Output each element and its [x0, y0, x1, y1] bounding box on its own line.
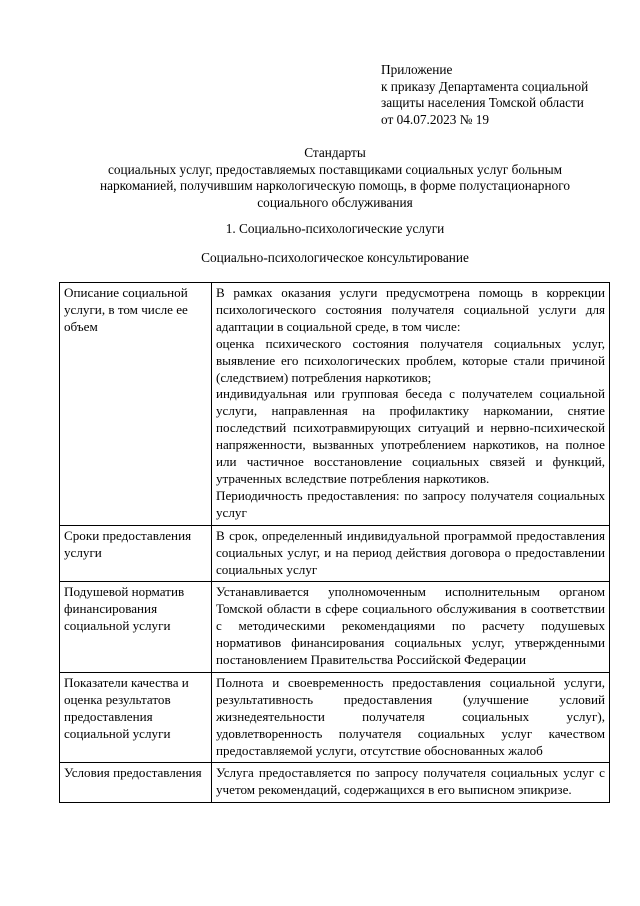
appendix-line: защиты населения Томской области: [381, 95, 584, 111]
appendix-line: к приказу Департамента социальной: [381, 78, 589, 94]
table-row: [60, 525, 610, 582]
row-paragraph: Периодичность предоставления: по запросу получателя социальных услуг: [216, 487, 605, 520]
table-row: [60, 672, 610, 763]
row-paragraph: Полнота и своевременность предоставления социальной услуги, результативность предоставления (улучшение условий жизнедеятельности получателя социальных услуг), удовлетворенность получателя социальных услуг качеством предоставляемой услуги, отсутствие обоснованных жалоб: [216, 674, 605, 758]
row-value: [212, 283, 610, 526]
subsection-title: Социально-психологическое консультирование: [201, 250, 469, 265]
appendix-header: [381, 62, 588, 128]
row-label: [60, 582, 212, 673]
row-label: [60, 525, 212, 582]
row-label: [60, 672, 212, 763]
title-heading: Стандарты: [304, 145, 366, 160]
title-line: социальных услуг, предоставляемых поставщиками социальных услуг больным: [107, 161, 563, 177]
row-paragraph: оценка психического состояния получателя социальных услуг, выявление его психологических проблем, которые стали причиной (следствием) потребления наркотиков;: [216, 335, 605, 385]
section-title: 1. Социально-психологические услуги: [225, 221, 445, 236]
row-value: [212, 582, 610, 673]
appendix-line: от 04.07.2023 № 19: [381, 111, 490, 127]
row-paragraph: В рамках оказания услуги предусмотрена помощь в коррекции психологического состояния получателя социальной услуги для адаптации в социальной среде, в том числе:: [216, 285, 605, 334]
document-title: [40, 145, 630, 211]
row-value: [212, 763, 610, 803]
table-row: [60, 763, 610, 803]
row-label-text: Условия предоставления: [64, 765, 202, 781]
row-label: [60, 763, 212, 803]
row-label-text: Сроки предоставления услуги: [64, 527, 192, 560]
row-value: [212, 672, 610, 763]
standards-table: [59, 282, 610, 803]
row-paragraph: индивидуальная или групповая беседа с получателем социальной услуги, направленная на профилактику наркомании, снятие последствий психотравмирующих ситуаций и нервно-психической напряженности, вызванных употреблением наркотиков, на полное или частичное восстановление социальных связей и функций, утраченных вследствие потребления наркотиков.: [216, 386, 605, 486]
row-label-text: Показатели качества и оценка результатов предоставления социальной услуги: [64, 674, 189, 741]
table-row: [60, 283, 610, 526]
row-label: [60, 283, 212, 526]
row-label-text: Подушевой норматив финансирования социальной услуги: [64, 584, 185, 634]
title-line: социального обслуживания: [257, 194, 413, 210]
table-row: [60, 582, 610, 673]
row-value: [212, 525, 610, 582]
row-label-text: Описание социальной услуги, в том числе ее объем: [64, 285, 188, 334]
row-paragraph: В срок, определенный индивидуальной программой предоставления социальных услуг, и на период действия договора о предоставлении социальных услуг: [216, 527, 605, 577]
appendix-line: Приложение: [381, 62, 453, 77]
title-line: наркоманией, получившим наркологическую помощь, в форме полустационарного: [99, 178, 570, 194]
row-paragraph: Устанавливается уполномоченным исполнительным органом Томской области в сфере социального обслуживания в соответствии с методическими рекомендациями по расчету подушевых нормативов финансирования социальных услуг, утвержденными постановлением Правительства Российской Федерации: [216, 584, 605, 668]
row-paragraph: Услуга предоставляется по запросу получателя социальных услуг с учетом рекомендаций, содержащихся в его выписном эпикризе.: [216, 765, 605, 798]
